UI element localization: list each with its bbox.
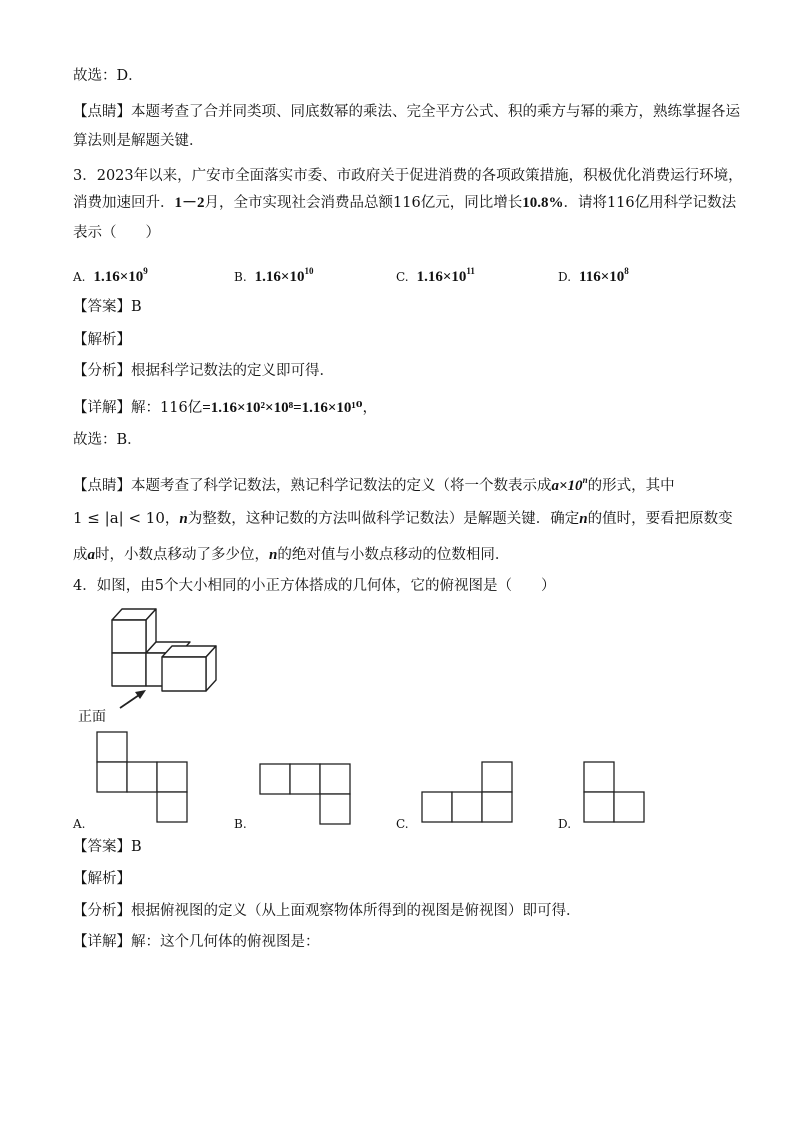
option-3-d: D. $116\times 10^8$ [558,266,629,285]
dianjing-3-line-2: 1 ≤ |a| < 10，n为整数，这种记数的方法叫做科学记数法）是解题关键．确定n的值时，要看把原数变 [73,509,733,527]
answer-3: 【答案】B [73,299,142,315]
question-4: 4．如图，由5个大小相同的小正方体搭成的几何体，它的俯视图是（ ） [73,578,556,594]
option-4-b-shape [260,764,352,826]
choose-3: 故选：B． [73,432,142,448]
detail-expression: =1.16×10²×10⁸=1.16×10¹⁰ [202,400,363,416]
fenxi-4: 【分析】根据俯视图的定义（从上面观察物体所得到的视图是俯视图）即可得． [73,903,581,919]
option-4-c-shape [422,762,514,824]
fenxi-3: 【分析】根据科学记数法的定义即可得． [73,363,334,379]
month-range: 1－2 [174,195,205,211]
option-4-a-shape [97,732,189,824]
question-3-line-3: 表示（ ） [73,225,160,241]
dianjing-3-line-3: 成a时，小数点移动了多少位，n的绝对值与小数点移动的位数相同． [73,547,510,563]
option-4-c-label: C. [396,817,409,831]
detail-4: 【详解】解：这个几何体的俯视图是： [73,934,320,950]
option-3-a: A. $1.16\times 10^9$ [73,266,148,285]
option-3-c: C. $1.16\times 10^{11}$ [396,266,475,285]
line-dianjing-2-b: 算法则是解题关键． [73,133,204,149]
analysis-3: 【解析】 [73,332,131,348]
dianjing-3-line-1: 【点睛】本题考查了科学记数法，熟记科学记数法的定义（将一个数表示成$a\times 10^n$的形式，其中 [73,475,675,494]
option-3-b: B. $1.16\times 10^{10}$ [234,266,314,285]
analysis-4: 【解析】 [73,871,131,887]
option-4-d-shape [584,762,646,824]
option-4-d-label: D. [558,817,572,831]
question-3-line-1: 3．2023年以来，广安市全面落实市委、市政府关于促进消费的各项政策措施，积极优化消费运行环境， [73,168,743,184]
option-4-b-label: B. [234,817,247,831]
cube-figure [100,605,250,725]
answer-4: 【答案】B [73,839,142,855]
front-label: 正面 [78,709,106,725]
detail-3: 【详解】解：116亿=1.16×10²×10⁸=1.16×10¹⁰， [73,400,377,416]
growth-rate: 10.8% [522,195,564,211]
line-dianjing-2-a: 【点睛】本题考查了合并同类项、同底数幂的乘法、完全平方公式、积的乘方与幂的乘方，熟练掌握各运 [73,104,740,120]
question-3-line-2: 消费加速回升．1－2月，全市实现社会消费品总额116亿元，同比增长10.8%．请将116亿用科学记数法 [73,195,737,211]
inequality: 1 ≤ |a| < 10 [73,509,165,527]
option-4-a-label: A. [73,817,86,831]
line-choose-d: 故选：D． [73,68,143,84]
